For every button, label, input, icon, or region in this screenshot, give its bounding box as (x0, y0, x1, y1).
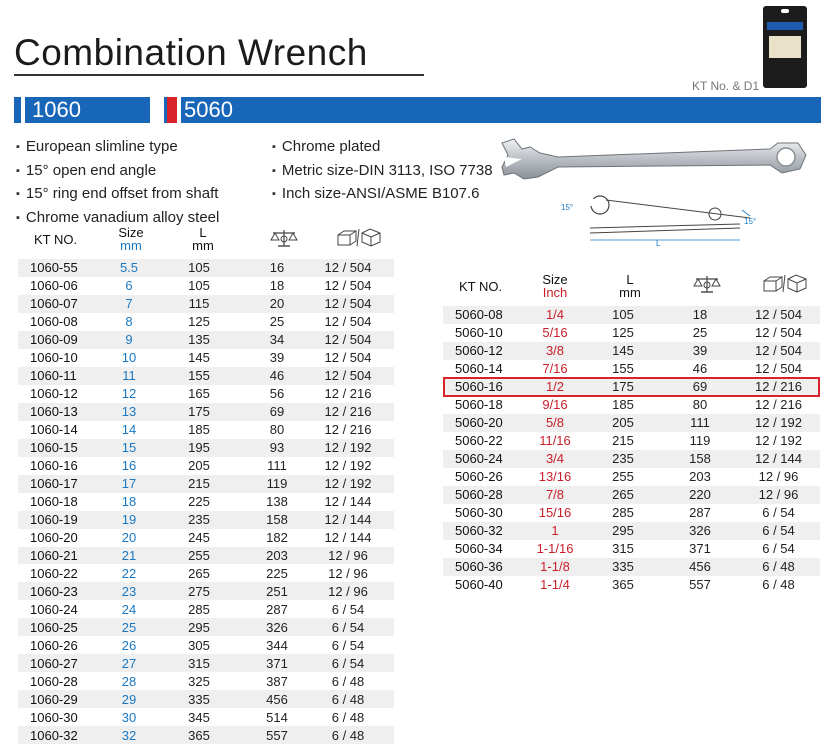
kt-reference: KT No. & D1 (692, 79, 760, 93)
length-cell: 115 (146, 295, 252, 313)
length-cell: 255 (583, 468, 663, 486)
table-row (18, 493, 394, 511)
weight-cell: 158 (663, 450, 737, 468)
packing-cell: 6 / 54 (737, 504, 820, 522)
table-row (443, 540, 820, 558)
table-row (18, 367, 394, 385)
length-cell: 335 (146, 690, 252, 708)
length-cell: 305 (146, 636, 252, 654)
table-row (18, 600, 394, 618)
length-cell: 125 (146, 313, 252, 331)
table-row (18, 349, 394, 367)
kt-no-cell: 1060-17 (18, 475, 112, 493)
packing-cell: 12 / 504 (302, 313, 394, 331)
kt-no-cell: 1060-15 (18, 439, 112, 457)
features-list-right (272, 136, 493, 207)
packing-cell: 6 / 48 (737, 576, 820, 594)
weight-cell: 326 (252, 618, 302, 636)
packing-cell: 12 / 504 (737, 342, 820, 360)
table-row (18, 708, 394, 726)
table-row (18, 457, 394, 475)
size-cell: 16 (112, 457, 146, 475)
kt-no-cell: 5060-30 (443, 504, 527, 522)
packing-cell: 6 / 48 (737, 558, 820, 576)
length-cell: 195 (146, 439, 252, 457)
series-code-1060: 1060 (32, 97, 81, 122)
table-row (18, 439, 394, 457)
weight-cell: 16 (252, 259, 302, 277)
length-cell: 135 (146, 331, 252, 349)
kt-no-cell: 1060-21 (18, 547, 112, 565)
packing-cell: 12 / 504 (737, 324, 820, 342)
length-cell: 295 (146, 618, 252, 636)
packing-cell: 12 / 192 (302, 457, 394, 475)
weight-cell: 69 (663, 378, 737, 396)
size-cell: 21 (112, 547, 146, 565)
length-cell: 105 (146, 277, 252, 295)
kt-no-cell: 5060-36 (443, 558, 527, 576)
packing-cell: 12 / 144 (302, 511, 394, 529)
product-package-image (763, 6, 807, 88)
weight-cell: 18 (252, 277, 302, 295)
size-cell: 14 (112, 421, 146, 439)
table-row (18, 421, 394, 439)
table-row (18, 403, 394, 421)
length-cell: 295 (583, 522, 663, 540)
highlighted-row-outline (443, 377, 820, 397)
size-cell: 32 (112, 726, 146, 744)
size-cell: 22 (112, 564, 146, 582)
table-row (18, 564, 394, 582)
length-cell: 265 (583, 486, 663, 504)
size-cell: 1/2 (527, 378, 583, 396)
packing-cell: 12 / 504 (302, 349, 394, 367)
table-row (18, 511, 394, 529)
size-cell: 11 (112, 367, 146, 385)
length-cell: 185 (146, 421, 252, 439)
table-row (18, 295, 394, 313)
size-cell: 3/8 (527, 342, 583, 360)
weight-scale-icon (270, 228, 298, 248)
weight-cell: 225 (252, 564, 302, 582)
kt-no-cell: 5060-28 (443, 486, 527, 504)
table-row (443, 450, 820, 468)
packing-cell: 12 / 216 (302, 403, 394, 421)
weight-cell: 514 (252, 708, 302, 726)
series-code-5060: 5060 (184, 97, 233, 122)
size-cell: 1 (527, 522, 583, 540)
kt-no-cell: 1060-14 (18, 421, 112, 439)
size-cell: 9 (112, 331, 146, 349)
length-cell: 315 (146, 654, 252, 672)
packing-cell: 12 / 96 (302, 564, 394, 582)
kt-no-cell: 1060-27 (18, 654, 112, 672)
kt-no-cell: 1060-26 (18, 636, 112, 654)
weight-cell: 93 (252, 439, 302, 457)
packing-cell: 6 / 54 (737, 522, 820, 540)
weight-cell: 56 (252, 385, 302, 403)
length-cell: 215 (583, 432, 663, 450)
weight-cell: 18 (663, 306, 737, 324)
packing-cell: 12 / 504 (302, 295, 394, 313)
packing-cell: 12 / 192 (737, 414, 820, 432)
table-row (18, 385, 394, 403)
length-cell: 255 (146, 547, 252, 565)
length-cell: 365 (146, 726, 252, 744)
packing-cell: 12 / 504 (302, 259, 394, 277)
size-cell: 5.5 (112, 259, 146, 277)
feature-item: ▪ Metric size-DIN 3113, ISO 7738 (272, 160, 493, 184)
weight-cell: 371 (663, 540, 737, 558)
length-cell: 285 (146, 600, 252, 618)
weight-cell: 111 (252, 457, 302, 475)
length-cell: 125 (583, 324, 663, 342)
table-row (443, 342, 820, 360)
kt-no-cell: 5060-12 (443, 342, 527, 360)
table-row (18, 636, 394, 654)
table-1060 (18, 259, 394, 744)
packing-cell: 12 / 216 (737, 378, 820, 396)
kt-no-cell: 1060-16 (18, 457, 112, 475)
kt-no-cell: 5060-22 (443, 432, 527, 450)
length-cell: 205 (583, 414, 663, 432)
feature-item: ▪ Chrome plated (272, 136, 493, 160)
weight-cell: 326 (663, 522, 737, 540)
size-cell: 7 (112, 295, 146, 313)
length-cell: 175 (583, 378, 663, 396)
kt-no-cell: 5060-18 (443, 396, 527, 414)
carton-box-icon (762, 273, 810, 293)
size-cell: 27 (112, 654, 146, 672)
length-cell: 155 (146, 367, 252, 385)
length-cell: 235 (583, 450, 663, 468)
length-cell: 145 (583, 342, 663, 360)
feature-item: ▪ 15° ring end offset from shaft (16, 183, 219, 207)
weight-cell: 387 (252, 672, 302, 690)
length-cell: 285 (583, 504, 663, 522)
table-row (18, 475, 394, 493)
size-cell: 15/16 (527, 504, 583, 522)
packing-cell: 6 / 48 (302, 690, 394, 708)
feature-item: ▪ European slimline type (16, 136, 219, 160)
length-cell: 275 (146, 582, 252, 600)
header-kt-no: KT NO. (34, 232, 78, 247)
weight-cell: 203 (663, 468, 737, 486)
packing-cell: 12 / 504 (302, 367, 394, 385)
weight-cell: 203 (252, 547, 302, 565)
size-cell: 1/4 (527, 306, 583, 324)
size-cell: 10 (112, 349, 146, 367)
weight-cell: 557 (252, 726, 302, 744)
kt-no-cell: 1060-13 (18, 403, 112, 421)
kt-no-cell: 1060-12 (18, 385, 112, 403)
table-row (18, 277, 394, 295)
weight-cell: 251 (252, 582, 302, 600)
features-list-left (16, 136, 219, 230)
length-cell: 215 (146, 475, 252, 493)
packing-cell: 12 / 192 (302, 475, 394, 493)
weight-cell: 39 (252, 349, 302, 367)
length-cell: 145 (146, 349, 252, 367)
kt-no-cell: 5060-24 (443, 450, 527, 468)
size-cell: 19 (112, 511, 146, 529)
table-row (443, 486, 820, 504)
packing-cell: 12 / 504 (302, 277, 394, 295)
kt-no-cell: 5060-34 (443, 540, 527, 558)
length-cell: 265 (146, 564, 252, 582)
kt-no-cell: 1060-07 (18, 295, 112, 313)
angle-label-right: 15° (744, 217, 757, 226)
size-cell: 26 (112, 636, 146, 654)
weight-cell: 46 (663, 360, 737, 378)
kt-no-cell: 1060-25 (18, 618, 112, 636)
kt-no-cell: 1060-19 (18, 511, 112, 529)
size-cell: 3/4 (527, 450, 583, 468)
length-cell: 105 (583, 306, 663, 324)
weight-cell: 69 (252, 403, 302, 421)
length-cell: 365 (583, 576, 663, 594)
kt-no-cell: 1060-09 (18, 331, 112, 349)
length-cell: 235 (146, 511, 252, 529)
kt-no-cell: 1060-55 (18, 259, 112, 277)
packing-cell: 12 / 216 (737, 396, 820, 414)
length-cell: 315 (583, 540, 663, 558)
kt-no-cell: 1060-08 (18, 313, 112, 331)
weight-cell: 182 (252, 529, 302, 547)
table-row (18, 654, 394, 672)
packing-cell: 12 / 144 (302, 493, 394, 511)
wrench-image (500, 135, 810, 195)
weight-cell: 119 (663, 432, 737, 450)
table-row (443, 522, 820, 540)
size-cell: 30 (112, 708, 146, 726)
weight-cell: 20 (252, 295, 302, 313)
weight-cell: 158 (252, 511, 302, 529)
size-cell: 20 (112, 529, 146, 547)
packing-cell: 12 / 96 (302, 582, 394, 600)
table-row (443, 324, 820, 342)
weight-cell: 287 (252, 600, 302, 618)
weight-cell: 25 (252, 313, 302, 331)
packing-cell: 12 / 216 (302, 421, 394, 439)
table-row (18, 529, 394, 547)
table-row (18, 331, 394, 349)
weight-cell: 80 (252, 421, 302, 439)
header-size: Size mm (118, 225, 144, 253)
weight-cell: 220 (663, 486, 737, 504)
size-cell: 15 (112, 439, 146, 457)
length-cell: 345 (146, 708, 252, 726)
packing-cell: 12 / 504 (737, 360, 820, 378)
kt-no-cell: 1060-32 (18, 726, 112, 744)
length-cell: 325 (146, 672, 252, 690)
table-5060 (443, 306, 820, 594)
page-title: Combination Wrench (14, 32, 368, 73)
table-row (18, 313, 394, 331)
size-cell: 9/16 (527, 396, 583, 414)
packing-cell: 12 / 192 (737, 432, 820, 450)
kt-no-cell: 5060-08 (443, 306, 527, 324)
table-row (18, 547, 394, 565)
kt-no-cell: 1060-10 (18, 349, 112, 367)
table-row (443, 396, 820, 414)
table-row (18, 672, 394, 690)
kt-no-cell: 1060-24 (18, 600, 112, 618)
wrench-dimension-diagram (560, 188, 760, 248)
packing-cell: 6 / 54 (737, 540, 820, 558)
table-row (443, 306, 820, 324)
length-label: L (656, 239, 661, 248)
packing-cell: 6 / 54 (302, 654, 394, 672)
weight-cell: 344 (252, 636, 302, 654)
size-cell: 17 (112, 475, 146, 493)
packing-cell: 6 / 54 (302, 636, 394, 654)
weight-cell: 456 (252, 690, 302, 708)
table-row (443, 360, 820, 378)
kt-no-cell: 5060-26 (443, 468, 527, 486)
length-cell: 175 (146, 403, 252, 421)
weight-cell: 34 (252, 331, 302, 349)
kt-no-cell: 1060-20 (18, 529, 112, 547)
carton-box-icon (336, 227, 384, 247)
table-row (18, 259, 394, 277)
kt-no-cell: 1060-29 (18, 690, 112, 708)
kt-no-cell: 1060-30 (18, 708, 112, 726)
title-underline (14, 74, 424, 76)
angle-label-left: 15° (561, 203, 574, 212)
size-cell: 1-1/8 (527, 558, 583, 576)
weight-cell: 119 (252, 475, 302, 493)
kt-no-cell: 5060-20 (443, 414, 527, 432)
series-bar (14, 97, 821, 123)
kt-no-cell: 1060-06 (18, 277, 112, 295)
size-cell: 5/16 (527, 324, 583, 342)
feature-item: ▪ Inch size-ANSI/ASME B107.6 (272, 183, 493, 207)
size-cell: 7/8 (527, 486, 583, 504)
weight-cell: 138 (252, 493, 302, 511)
size-cell: 6 (112, 277, 146, 295)
packing-cell: 12 / 144 (737, 450, 820, 468)
size-cell: 24 (112, 600, 146, 618)
table-row (443, 468, 820, 486)
packing-cell: 12 / 216 (302, 385, 394, 403)
table-row (18, 618, 394, 636)
packing-cell: 6 / 48 (302, 726, 394, 744)
packing-cell: 6 / 54 (302, 600, 394, 618)
length-cell: 165 (146, 385, 252, 403)
kt-no-cell: 1060-28 (18, 672, 112, 690)
kt-no-cell: 1060-11 (18, 367, 112, 385)
size-cell: 13/16 (527, 468, 583, 486)
size-cell: 1-1/4 (527, 576, 583, 594)
weight-cell: 46 (252, 367, 302, 385)
weight-cell: 456 (663, 558, 737, 576)
weight-scale-icon (693, 274, 721, 294)
table-row (443, 504, 820, 522)
packing-cell: 6 / 48 (302, 708, 394, 726)
packing-cell: 12 / 96 (737, 468, 820, 486)
size-cell: 12 (112, 385, 146, 403)
series-flag (167, 97, 177, 123)
packing-cell: 12 / 144 (302, 529, 394, 547)
table-row (18, 726, 394, 744)
size-cell: 7/16 (527, 360, 583, 378)
table-row (443, 558, 820, 576)
kt-no-cell: 5060-16 (443, 378, 527, 396)
length-cell: 335 (583, 558, 663, 576)
packing-cell: 6 / 54 (302, 618, 394, 636)
size-cell: 1-1/16 (527, 540, 583, 558)
weight-cell: 111 (663, 414, 737, 432)
packing-cell: 12 / 192 (302, 439, 394, 457)
length-cell: 105 (146, 259, 252, 277)
size-cell: 25 (112, 618, 146, 636)
size-cell: 18 (112, 493, 146, 511)
feature-item: ▪ 15° open end angle (16, 160, 219, 184)
kt-no-cell: 5060-40 (443, 576, 527, 594)
packing-cell: 12 / 96 (302, 547, 394, 565)
table-row (18, 690, 394, 708)
size-cell: 8 (112, 313, 146, 331)
table-row (443, 576, 820, 594)
weight-cell: 80 (663, 396, 737, 414)
table-row (443, 432, 820, 450)
kt-no-cell: 1060-22 (18, 564, 112, 582)
packing-cell: 12 / 504 (302, 331, 394, 349)
kt-no-cell: 1060-23 (18, 582, 112, 600)
weight-cell: 371 (252, 654, 302, 672)
size-cell: 23 (112, 582, 146, 600)
table-row (18, 582, 394, 600)
size-cell: 28 (112, 672, 146, 690)
header-kt-no: KT NO. (459, 279, 503, 294)
weight-cell: 39 (663, 342, 737, 360)
weight-cell: 25 (663, 324, 737, 342)
packing-cell: 6 / 48 (302, 672, 394, 690)
header-length: L mm (619, 272, 641, 300)
size-cell: 11/16 (527, 432, 583, 450)
size-cell: 5/8 (527, 414, 583, 432)
size-cell: 13 (112, 403, 146, 421)
kt-no-cell: 5060-32 (443, 522, 527, 540)
header-size: Size Inch (542, 272, 568, 300)
kt-no-cell: 1060-18 (18, 493, 112, 511)
table-row (443, 414, 820, 432)
kt-no-cell: 5060-10 (443, 324, 527, 342)
feature-item: ▪ Chrome vanadium alloy steel (16, 207, 219, 231)
length-cell: 185 (583, 396, 663, 414)
length-cell: 205 (146, 457, 252, 475)
size-cell: 29 (112, 690, 146, 708)
length-cell: 245 (146, 529, 252, 547)
length-cell: 225 (146, 493, 252, 511)
packing-cell: 12 / 96 (737, 486, 820, 504)
header-length: L mm (192, 225, 214, 253)
length-cell: 155 (583, 360, 663, 378)
weight-cell: 557 (663, 576, 737, 594)
kt-no-cell: 5060-14 (443, 360, 527, 378)
packing-cell: 12 / 504 (737, 306, 820, 324)
weight-cell: 287 (663, 504, 737, 522)
